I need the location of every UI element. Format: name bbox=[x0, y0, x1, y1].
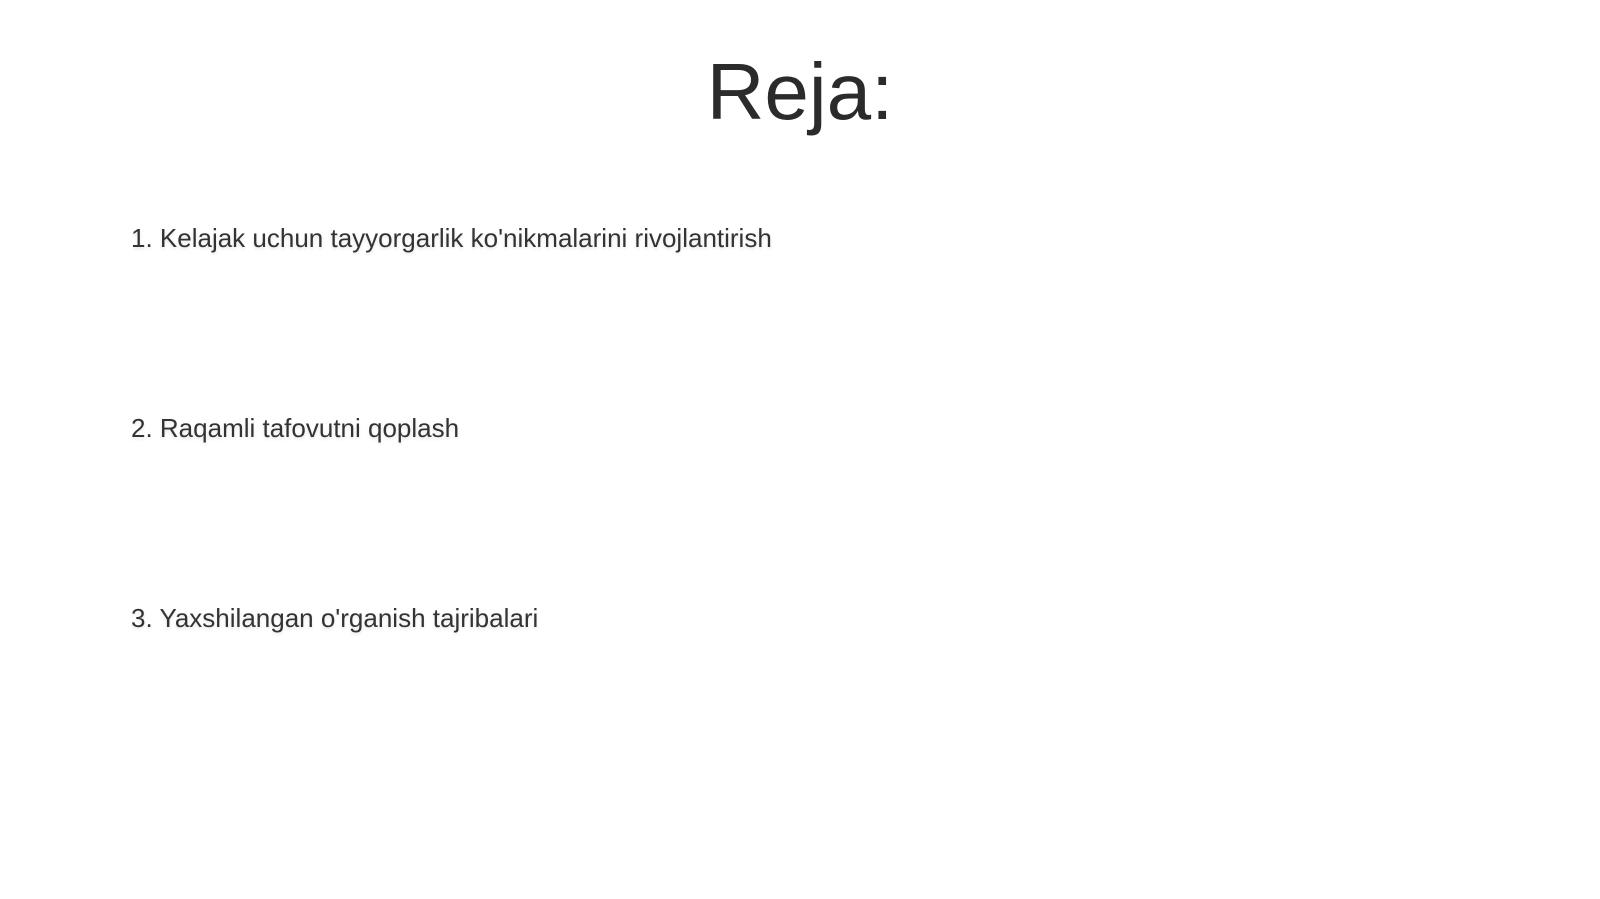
agenda-item-2: 2. Raqamli tafovutni qoplash bbox=[131, 413, 460, 443]
slide-title: Reja: bbox=[706, 47, 894, 136]
agenda-item-1: 1. Kelajak uchun tayyorgarlik ko'nikmalarini rivojlantirish bbox=[131, 223, 772, 253]
agenda-item-3: 3. Yaxshilangan o'rganish tajribalari bbox=[131, 603, 539, 633]
